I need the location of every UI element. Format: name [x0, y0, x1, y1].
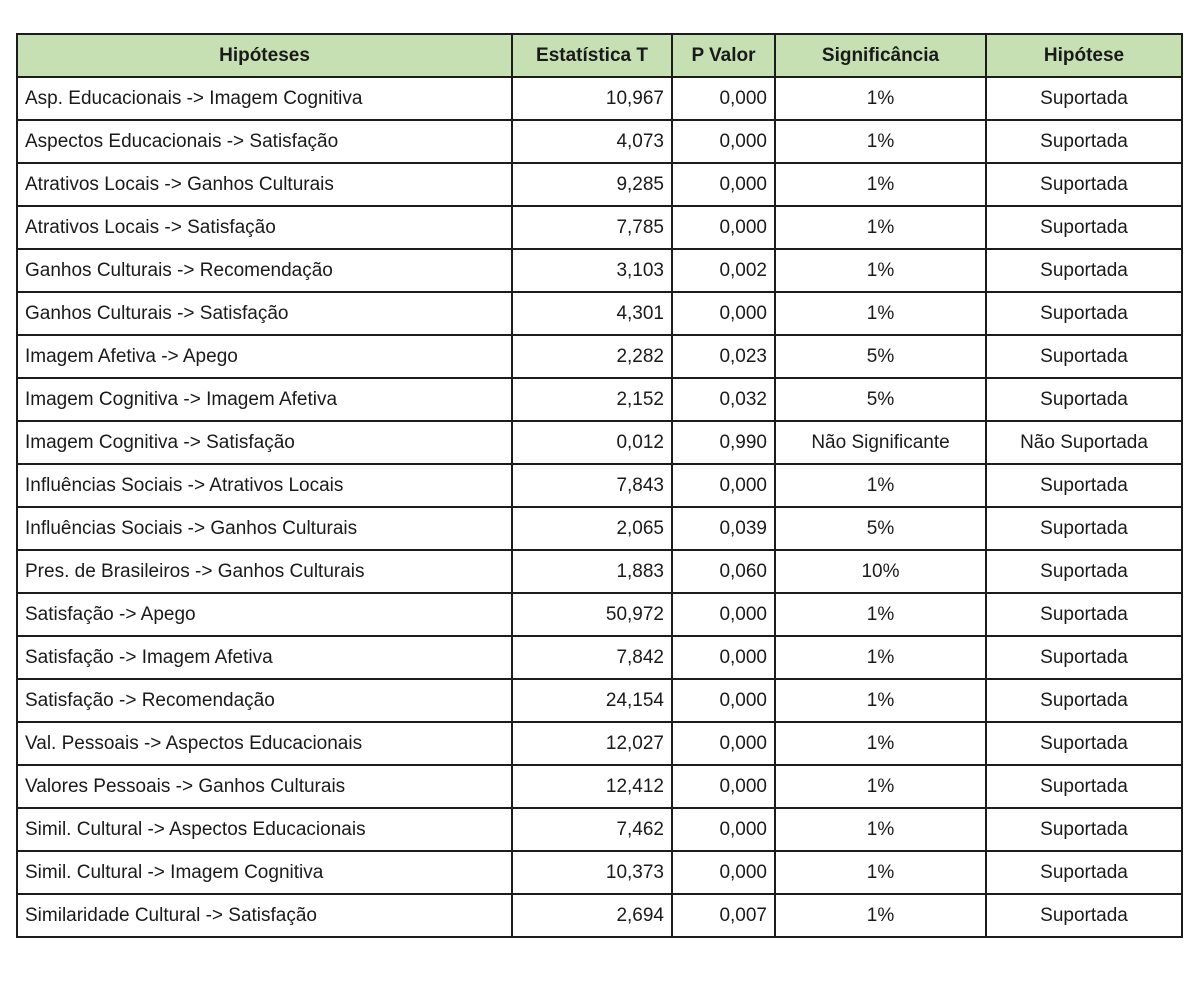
p-value-cell: 0,007: [672, 894, 775, 937]
result-cell: Não Suportada: [986, 421, 1182, 464]
result-cell: Suportada: [986, 292, 1182, 335]
significance-cell: 1%: [775, 765, 986, 808]
hypothesis-cell: Influências Sociais -> Ganhos Culturais: [17, 507, 512, 550]
header-p-valor: P Valor: [672, 34, 775, 77]
table-row: [17, 335, 1182, 378]
header-significancia: Significância: [775, 34, 986, 77]
header-estatistica-t: Estatística T: [512, 34, 672, 77]
hypothesis-cell: Satisfação -> Imagem Afetiva: [17, 636, 512, 679]
t-statistic-cell: 1,883: [512, 550, 672, 593]
significance-cell: 1%: [775, 679, 986, 722]
t-statistic-cell: 2,282: [512, 335, 672, 378]
table-row: [17, 292, 1182, 335]
table-row: [17, 851, 1182, 894]
table-row: [17, 507, 1182, 550]
p-value-cell: 0,000: [672, 636, 775, 679]
hypothesis-cell: Ganhos Culturais -> Satisfação: [17, 292, 512, 335]
t-statistic-cell: 4,073: [512, 120, 672, 163]
hypothesis-cell: Pres. de Brasileiros -> Ganhos Culturais: [17, 550, 512, 593]
result-cell: Suportada: [986, 550, 1182, 593]
table-row: [17, 894, 1182, 937]
significance-cell: 1%: [775, 636, 986, 679]
significance-cell: 1%: [775, 722, 986, 765]
table-row: [17, 593, 1182, 636]
significance-cell: 1%: [775, 593, 986, 636]
significance-cell: 1%: [775, 851, 986, 894]
significance-cell: 5%: [775, 378, 986, 421]
p-value-cell: 0,000: [672, 765, 775, 808]
t-statistic-cell: 3,103: [512, 249, 672, 292]
significance-cell: 1%: [775, 249, 986, 292]
table-row: [17, 722, 1182, 765]
t-statistic-cell: 0,012: [512, 421, 672, 464]
t-statistic-cell: 4,301: [512, 292, 672, 335]
significance-cell: 1%: [775, 808, 986, 851]
hypotheses-table: [16, 33, 1183, 938]
t-statistic-cell: 7,462: [512, 808, 672, 851]
hypothesis-cell: Aspectos Educacionais -> Satisfação: [17, 120, 512, 163]
table-row: [17, 421, 1182, 464]
table-row: [17, 636, 1182, 679]
result-cell: Suportada: [986, 464, 1182, 507]
p-value-cell: 0,000: [672, 206, 775, 249]
t-statistic-cell: 24,154: [512, 679, 672, 722]
hypothesis-cell: Influências Sociais -> Atrativos Locais: [17, 464, 512, 507]
table-row: [17, 249, 1182, 292]
t-statistic-cell: 9,285: [512, 163, 672, 206]
p-value-cell: 0,002: [672, 249, 775, 292]
hypothesis-cell: Atrativos Locais -> Satisfação: [17, 206, 512, 249]
result-cell: Suportada: [986, 722, 1182, 765]
table-row: [17, 120, 1182, 163]
t-statistic-cell: 2,152: [512, 378, 672, 421]
result-cell: Suportada: [986, 765, 1182, 808]
significance-cell: 1%: [775, 292, 986, 335]
significance-cell: Não Significante: [775, 421, 986, 464]
result-cell: Suportada: [986, 249, 1182, 292]
hypothesis-cell: Satisfação -> Recomendação: [17, 679, 512, 722]
table-row: [17, 206, 1182, 249]
significance-cell: 10%: [775, 550, 986, 593]
t-statistic-cell: 2,694: [512, 894, 672, 937]
hypothesis-cell: Imagem Cognitiva -> Satisfação: [17, 421, 512, 464]
result-cell: Suportada: [986, 851, 1182, 894]
table-row: [17, 378, 1182, 421]
p-value-cell: 0,032: [672, 378, 775, 421]
table-row: [17, 163, 1182, 206]
significance-cell: 1%: [775, 120, 986, 163]
p-value-cell: 0,990: [672, 421, 775, 464]
t-statistic-cell: 50,972: [512, 593, 672, 636]
t-statistic-cell: 12,412: [512, 765, 672, 808]
hypothesis-cell: Simil. Cultural -> Aspectos Educacionais: [17, 808, 512, 851]
t-statistic-cell: 10,967: [512, 77, 672, 120]
table-row: [17, 808, 1182, 851]
t-statistic-cell: 2,065: [512, 507, 672, 550]
header-row: [17, 34, 1182, 77]
result-cell: Suportada: [986, 507, 1182, 550]
header-hipoteses: Hipóteses: [17, 34, 512, 77]
hypothesis-cell: Valores Pessoais -> Ganhos Culturais: [17, 765, 512, 808]
result-cell: Suportada: [986, 636, 1182, 679]
result-cell: Suportada: [986, 163, 1182, 206]
significance-cell: 1%: [775, 464, 986, 507]
result-cell: Suportada: [986, 77, 1182, 120]
p-value-cell: 0,039: [672, 507, 775, 550]
significance-cell: 1%: [775, 206, 986, 249]
significance-cell: 1%: [775, 163, 986, 206]
result-cell: Suportada: [986, 679, 1182, 722]
result-cell: Suportada: [986, 593, 1182, 636]
result-cell: Suportada: [986, 120, 1182, 163]
hypothesis-cell: Atrativos Locais -> Ganhos Culturais: [17, 163, 512, 206]
hypothesis-cell: Simil. Cultural -> Imagem Cognitiva: [17, 851, 512, 894]
hypothesis-cell: Imagem Cognitiva -> Imagem Afetiva: [17, 378, 512, 421]
p-value-cell: 0,000: [672, 808, 775, 851]
result-cell: Suportada: [986, 894, 1182, 937]
header-hipotese: Hipótese: [986, 34, 1182, 77]
hypothesis-cell: Asp. Educacionais -> Imagem Cognitiva: [17, 77, 512, 120]
table-row: [17, 679, 1182, 722]
significance-cell: 1%: [775, 77, 986, 120]
p-value-cell: 0,000: [672, 679, 775, 722]
t-statistic-cell: 10,373: [512, 851, 672, 894]
table-row: [17, 550, 1182, 593]
p-value-cell: 0,000: [672, 120, 775, 163]
result-cell: Suportada: [986, 378, 1182, 421]
p-value-cell: 0,000: [672, 464, 775, 507]
p-value-cell: 0,000: [672, 851, 775, 894]
table-row: [17, 464, 1182, 507]
t-statistic-cell: 7,785: [512, 206, 672, 249]
hypothesis-cell: Imagem Afetiva -> Apego: [17, 335, 512, 378]
significance-cell: 5%: [775, 335, 986, 378]
result-cell: Suportada: [986, 808, 1182, 851]
significance-cell: 1%: [775, 894, 986, 937]
hypothesis-cell: Similaridade Cultural -> Satisfação: [17, 894, 512, 937]
p-value-cell: 0,000: [672, 593, 775, 636]
t-statistic-cell: 7,843: [512, 464, 672, 507]
p-value-cell: 0,000: [672, 722, 775, 765]
p-value-cell: 0,060: [672, 550, 775, 593]
significance-cell: 5%: [775, 507, 986, 550]
table-row: [17, 77, 1182, 120]
p-value-cell: 0,000: [672, 292, 775, 335]
hypothesis-cell: Ganhos Culturais -> Recomendação: [17, 249, 512, 292]
t-statistic-cell: 12,027: [512, 722, 672, 765]
p-value-cell: 0,000: [672, 77, 775, 120]
table-body: [17, 77, 1182, 937]
table-header: [17, 34, 1182, 77]
p-value-cell: 0,023: [672, 335, 775, 378]
table-row: [17, 765, 1182, 808]
result-cell: Suportada: [986, 206, 1182, 249]
result-cell: Suportada: [986, 335, 1182, 378]
p-value-cell: 0,000: [672, 163, 775, 206]
hypothesis-cell: Val. Pessoais -> Aspectos Educacionais: [17, 722, 512, 765]
hypothesis-cell: Satisfação -> Apego: [17, 593, 512, 636]
t-statistic-cell: 7,842: [512, 636, 672, 679]
